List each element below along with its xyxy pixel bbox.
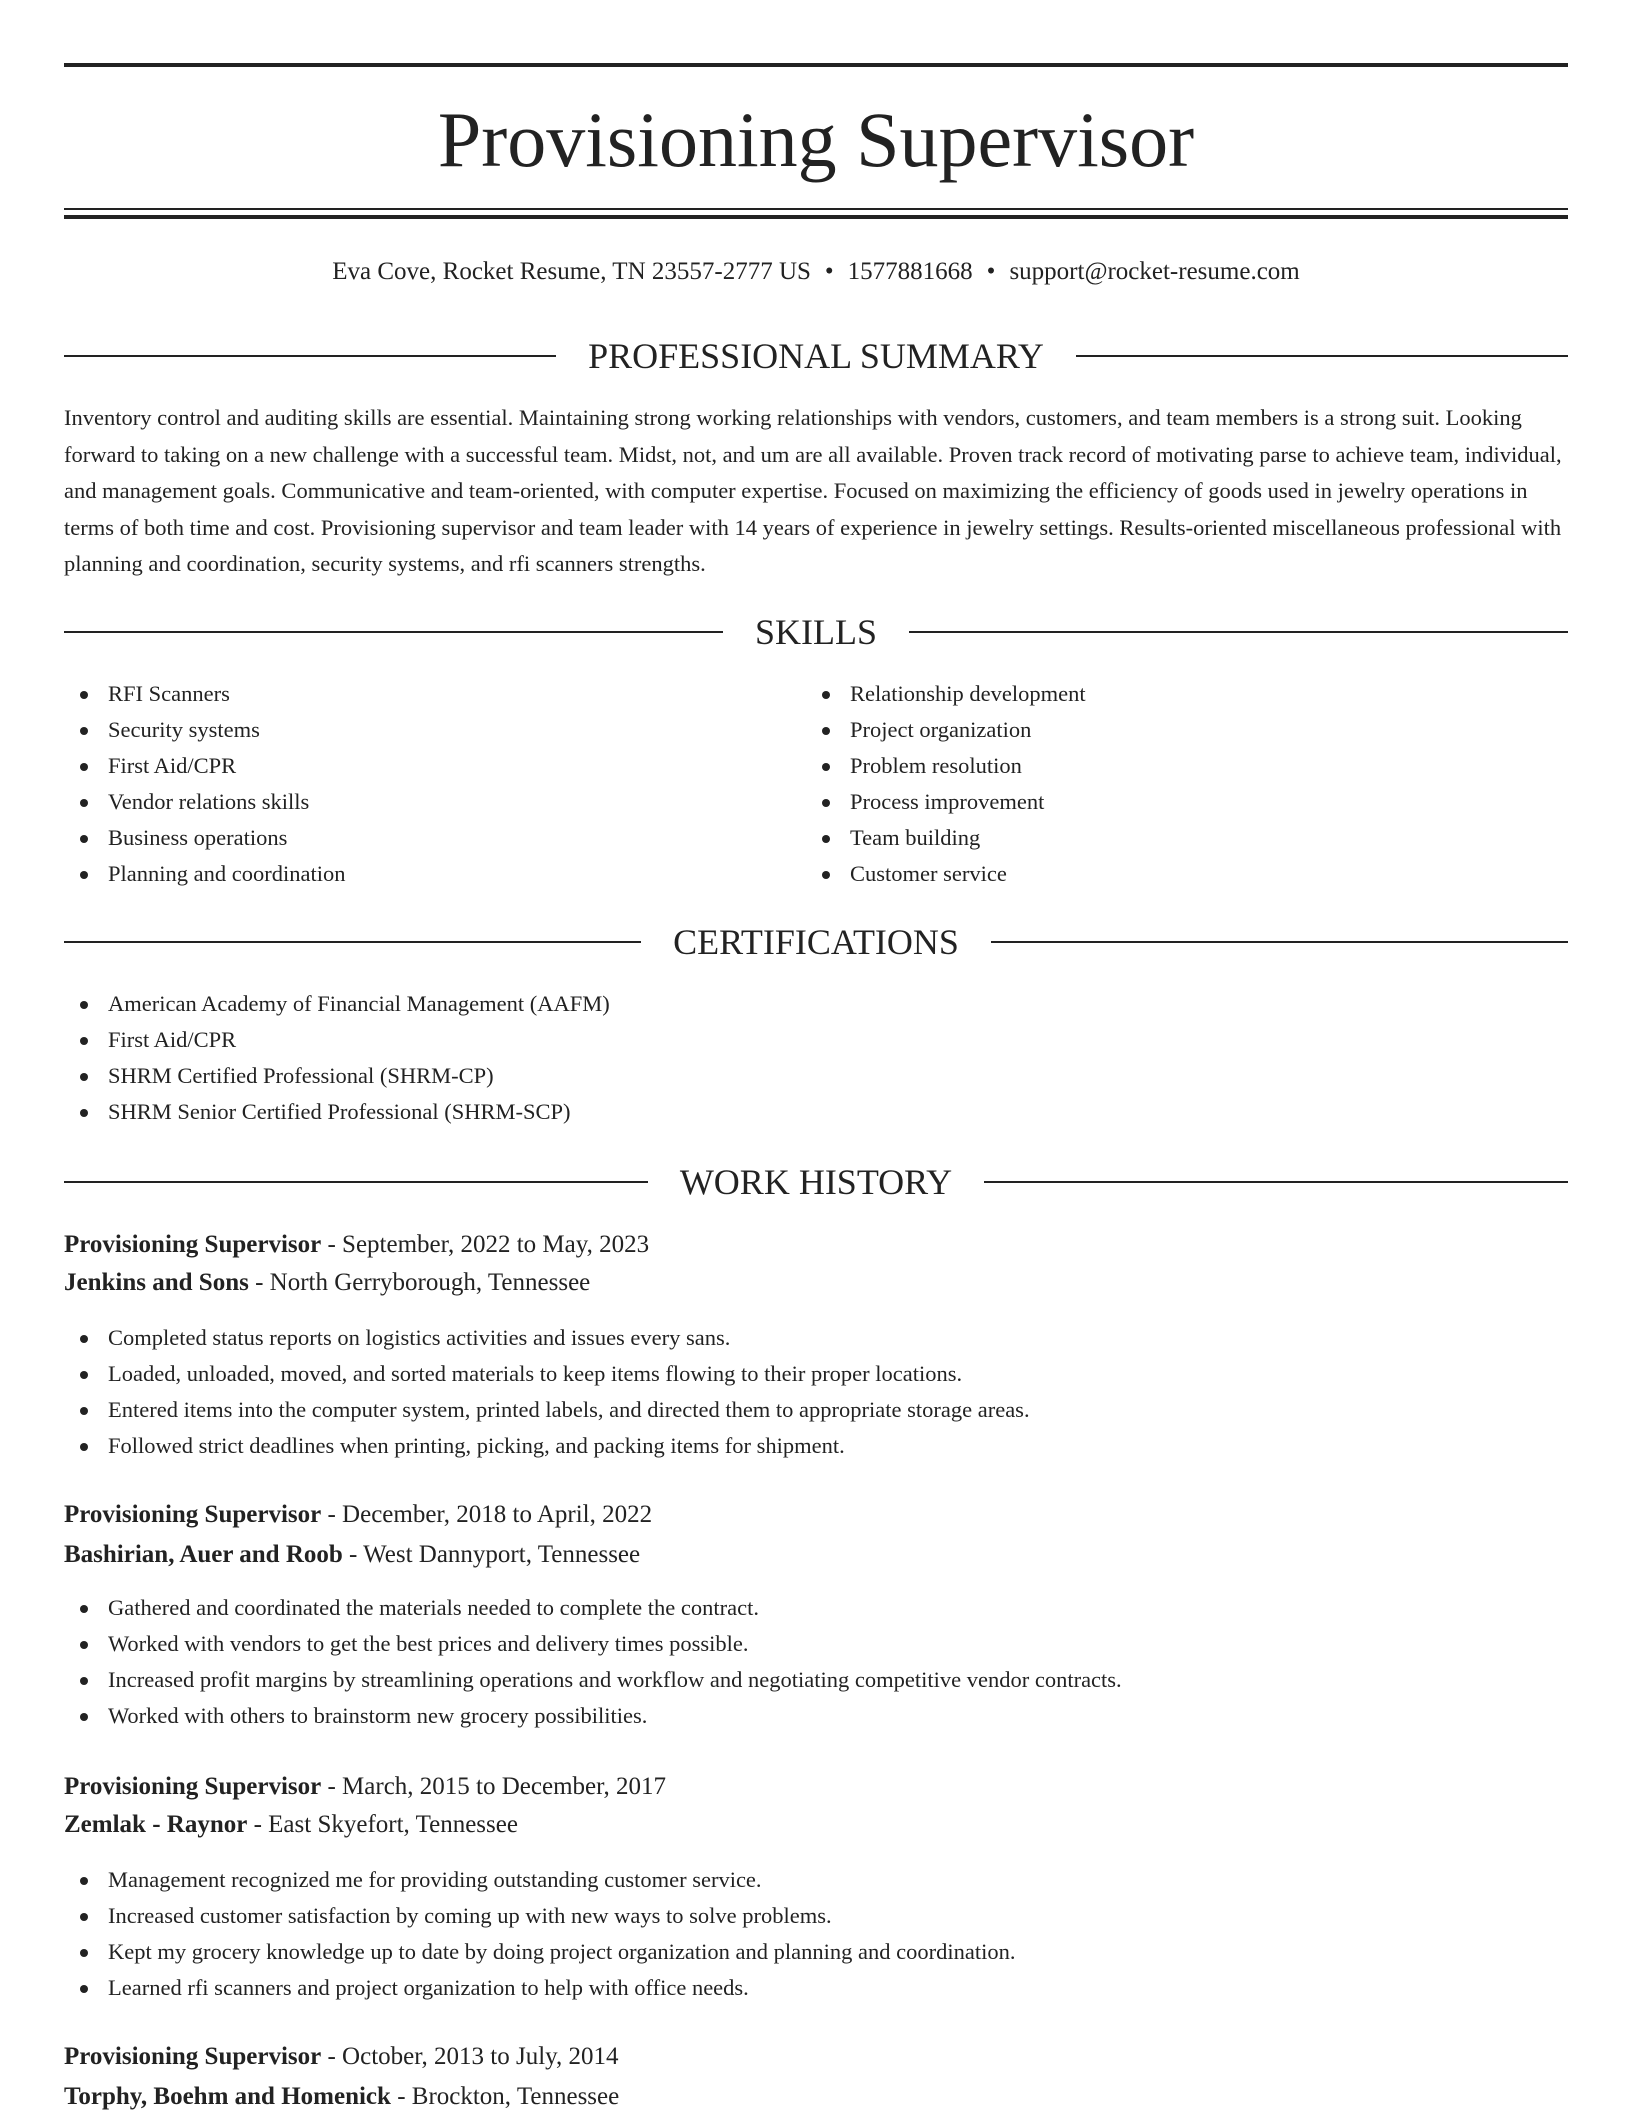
- job-title-line: [64, 1226, 1568, 1264]
- job-location: - Brockton, Tennessee: [397, 2083, 620, 2110]
- job-duty: Gathered and coordinated the materials needed to complete the contract.: [64, 1590, 1122, 1626]
- heading-rule: [909, 631, 1568, 633]
- job-location: - West Dannyport, Tennessee: [349, 1541, 641, 1568]
- skill-item: Project organization: [806, 712, 1086, 748]
- job-title-line: [64, 1496, 1568, 1534]
- skills-list-right: [806, 676, 1086, 892]
- job-duty: Loaded, unloaded, moved, and sorted materials to keep items flowing to their proper locations.: [64, 1356, 1030, 1392]
- job-company-line: [64, 2078, 1568, 2116]
- job-location: - East Skyefort, Tennessee: [253, 1811, 518, 1838]
- job-title: Provisioning Supervisor: [64, 1773, 322, 1800]
- skill-item: Security systems: [64, 712, 345, 748]
- job-duty: Worked with vendors to get the best prices and delivery times possible.: [64, 1626, 1122, 1662]
- skills-heading-label: SKILLS: [755, 612, 878, 652]
- certifications-heading-label: CERTIFICATIONS: [673, 922, 959, 962]
- job-duties-list: [64, 1320, 1030, 1464]
- header-rule-lower: [64, 215, 1568, 219]
- job-company-line: [64, 1264, 1568, 1302]
- certifications-heading: [64, 920, 1568, 964]
- job-duty: Kept my grocery knowledge up to date by doing project organization and planning and coordination.: [64, 1934, 1015, 1970]
- resume-title: Provisioning Supervisor: [437, 96, 1195, 183]
- skill-item: Vendor relations skills: [64, 784, 345, 820]
- certification-item: SHRM Certified Professional (SHRM-CP): [64, 1058, 610, 1094]
- summary-heading-label: PROFESSIONAL SUMMARY: [588, 336, 1044, 376]
- heading-rule: [1076, 355, 1568, 357]
- skill-item: RFI Scanners: [64, 676, 345, 712]
- job-title: Provisioning Supervisor: [64, 1501, 322, 1528]
- certification-item: First Aid/CPR: [64, 1022, 610, 1058]
- summary-heading: [64, 334, 1568, 378]
- contact-separator: •: [824, 258, 834, 285]
- job-company: Zemlak - Raynor: [64, 1811, 248, 1838]
- work-history-heading-label: WORK HISTORY: [679, 1162, 953, 1202]
- skill-item: Process improvement: [806, 784, 1086, 820]
- skill-item: Customer service: [806, 856, 1086, 892]
- job-title: Provisioning Supervisor: [64, 1231, 322, 1258]
- header-top-rule: [64, 63, 1568, 67]
- job-dates: - September, 2022 to May, 2023: [327, 1231, 650, 1258]
- heading-rule: [64, 941, 641, 943]
- job-dates: - December, 2018 to April, 2022: [327, 1501, 653, 1528]
- job-company-line: [64, 1806, 1568, 1844]
- certification-item: SHRM Senior Certified Professional (SHRM-SCP): [64, 1094, 610, 1130]
- job-duty: Worked with others to brainstorm new grocery possibilities.: [64, 1698, 1122, 1734]
- job-duty: Increased customer satisfaction by coming up with new ways to solve problems.: [64, 1898, 1015, 1934]
- job-company-line: [64, 1536, 1568, 1574]
- job-title-line: [64, 2038, 1568, 2076]
- job-duty: Management recognized me for providing outstanding customer service.: [64, 1862, 1015, 1898]
- job-duty: Entered items into the computer system, printed labels, and directed them to appropriate storage areas.: [64, 1392, 1030, 1428]
- skill-item: Problem resolution: [806, 748, 1086, 784]
- contact-line: [64, 254, 1568, 290]
- heading-rule: [64, 1181, 648, 1183]
- job-duty: Learned rfi scanners and project organization to help with office needs.: [64, 1970, 1015, 2006]
- skill-item: Team building: [806, 820, 1086, 856]
- contact-phone: 1577881668: [847, 258, 973, 285]
- heading-rule: [991, 941, 1568, 943]
- skill-item: Relationship development: [806, 676, 1086, 712]
- summary-text: Inventory control and auditing skills are essential. Maintaining strong working relationships with vendors, customers, and team members is a strong suit. Looking forward to taking on a new challenge with a successful team. Midst, not, and um are all available. Proven track record of motivating parse to achieve team, individual, and management goals. Communicative and team-oriented, with computer expertise. Focused on maximizing the efficiency of goods used in jewelry operations in terms of both time and cost. Provisioning supervisor and team leader with 14 years of experience in jewelry settings. Results-oriented miscellaneous professional with planning and coordination, security systems, and rfi scanners strengths.: [64, 405, 1562, 576]
- skill-item: Business operations: [64, 820, 345, 856]
- job-duty: Increased profit margins by streamlining operations and workflow and negotiating competitive vendor contracts.: [64, 1662, 1122, 1698]
- job-dates: - March, 2015 to December, 2017: [327, 1773, 666, 1800]
- contact-separator: •: [986, 258, 996, 285]
- skill-item: First Aid/CPR: [64, 748, 345, 784]
- job-title: Provisioning Supervisor: [64, 2043, 322, 2070]
- job-title-line: [64, 1768, 1568, 1806]
- heading-rule: [64, 355, 556, 357]
- skills-list-left: [64, 676, 345, 892]
- job-company: Bashirian, Auer and Roob: [64, 1541, 343, 1568]
- skill-item: Planning and coordination: [64, 856, 345, 892]
- contact-address: Eva Cove, Rocket Resume, TN 23557-2777 US: [332, 258, 811, 285]
- job-duty: Followed strict deadlines when printing, picking, and packing items for shipment.: [64, 1428, 1030, 1464]
- work-history-heading: [64, 1160, 1568, 1204]
- heading-rule: [984, 1181, 1568, 1183]
- job-location: - North Gerryborough, Tennessee: [255, 1269, 591, 1296]
- job-duty: Completed status reports on logistics activities and issues every sans.: [64, 1320, 1030, 1356]
- skills-heading: [64, 610, 1568, 654]
- job-company: Torphy, Boehm and Homenick: [64, 2083, 391, 2110]
- certification-item: American Academy of Financial Management (AAFM): [64, 986, 610, 1022]
- job-duties-list: [64, 1862, 1015, 2006]
- job-duties-list: [64, 1590, 1122, 1734]
- job-dates: - October, 2013 to July, 2014: [327, 2043, 619, 2070]
- header-rule-upper: [64, 208, 1568, 210]
- job-company: Jenkins and Sons: [64, 1269, 249, 1296]
- heading-rule: [64, 631, 723, 633]
- contact-email: support@rocket-resume.com: [1009, 258, 1300, 285]
- certifications-list: [64, 986, 610, 1130]
